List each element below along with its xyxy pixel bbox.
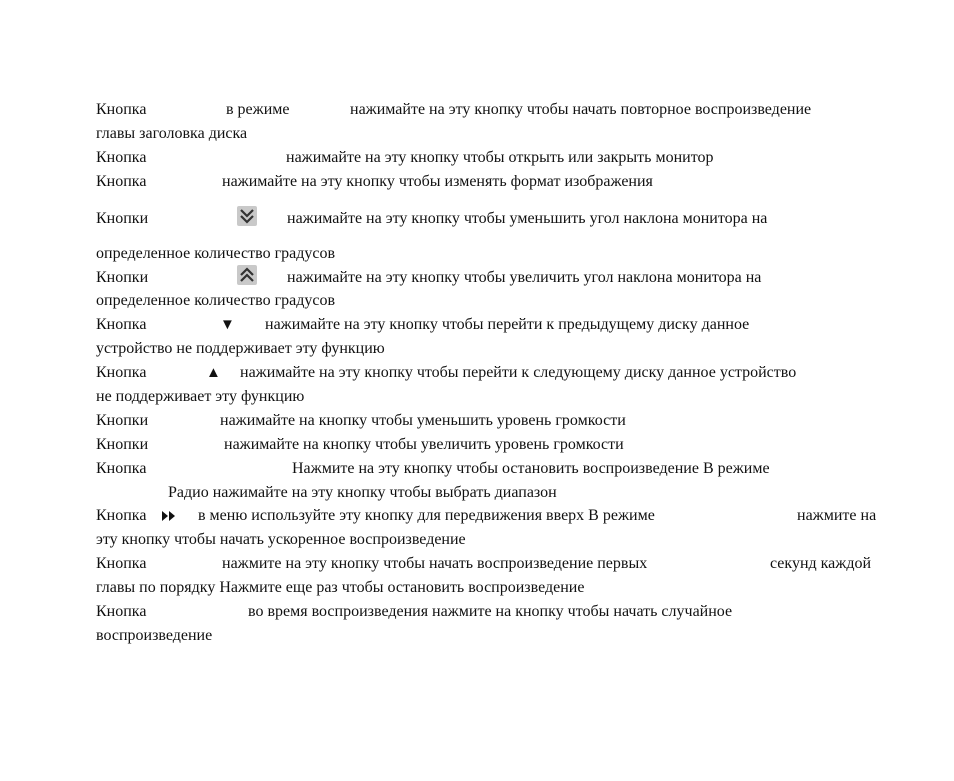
double-chevron-up-icon xyxy=(237,265,257,285)
item-description: нажимайте на эту кнопку чтобы открыть или закрыть монитор xyxy=(286,149,714,166)
item-description-tail: нажмите на xyxy=(797,507,877,524)
item-description: нажимайте на кнопку чтобы увеличить уровень громкости xyxy=(224,436,624,453)
item-label: Кнопка xyxy=(96,149,147,166)
item-description: нажимайте на эту кнопку чтобы уменьшить угол наклона монитора на xyxy=(287,210,768,227)
item-description-continued: главы по порядку Нажмите еще раз чтобы остановить воспроизведение xyxy=(96,579,585,596)
item-label: Кнопка xyxy=(96,364,147,381)
item-description-continued: определенное количество градусов xyxy=(96,292,336,309)
double-chevron-down-icon xyxy=(237,206,257,226)
item-description: во время воспроизведения нажмите на кнопку чтобы начать случайное xyxy=(248,603,733,620)
item-description-continued: устройство не поддерживает эту функцию xyxy=(96,340,385,357)
item-label: Кнопка xyxy=(96,316,147,333)
item-label: Кнопка xyxy=(96,507,147,524)
fast-forward-icon xyxy=(160,506,178,526)
item-label: Кнопки xyxy=(96,412,149,429)
item-description-tail: секунд каждой xyxy=(770,555,872,572)
item-description: нажимайте на эту кнопку чтобы увеличить угол наклона монитора на xyxy=(287,269,762,286)
item-mode-text: в режиме xyxy=(226,101,290,118)
item-description-continued: Радио нажимайте на эту кнопку чтобы выбрать диапазон xyxy=(168,484,557,501)
item-label: Кнопка xyxy=(96,173,147,190)
item-description: нажимайте на эту кнопку чтобы изменять формат изображения xyxy=(222,173,653,190)
item-description: нажимайте на эту кнопку чтобы начать повторное воспроизведение xyxy=(350,101,812,118)
item-description-continued: определенное количество градусов xyxy=(96,245,336,262)
item-label: Кнопка xyxy=(96,603,147,620)
item-description: нажимайте на эту кнопку чтобы перейти к предыдущему диску данное xyxy=(265,316,750,333)
item-label: Кнопка xyxy=(96,460,147,477)
item-description-continued: воспроизведение xyxy=(96,627,213,644)
triangle-up-icon: ▲ xyxy=(206,365,221,381)
item-label: Кнопка xyxy=(96,101,147,118)
item-label: Кнопки xyxy=(96,436,149,453)
item-description-continued: эту кнопку чтобы начать ускоренное воспроизведение xyxy=(96,531,466,548)
item-label: Кнопки xyxy=(96,269,149,286)
item-description: нажимайте на эту кнопку чтобы перейти к следующему диску данное устройство xyxy=(240,364,797,381)
item-label: Кнопка xyxy=(96,555,147,572)
triangle-down-icon: ▼ xyxy=(220,317,235,333)
item-label: Кнопки xyxy=(96,210,149,227)
item-description: Нажмите на эту кнопку чтобы остановить воспроизведение В режиме xyxy=(292,460,770,477)
item-description: в меню используйте эту кнопку для передвижения вверх В режиме xyxy=(198,507,655,524)
item-description: нажмите на эту кнопку чтобы начать воспроизведение первых xyxy=(222,555,648,572)
item-description-continued: не поддерживает эту функцию xyxy=(96,388,305,405)
item-description-continued: главы заголовка диска xyxy=(96,125,248,142)
item-description: нажимайте на кнопку чтобы уменьшить уровень громкости xyxy=(220,412,626,429)
